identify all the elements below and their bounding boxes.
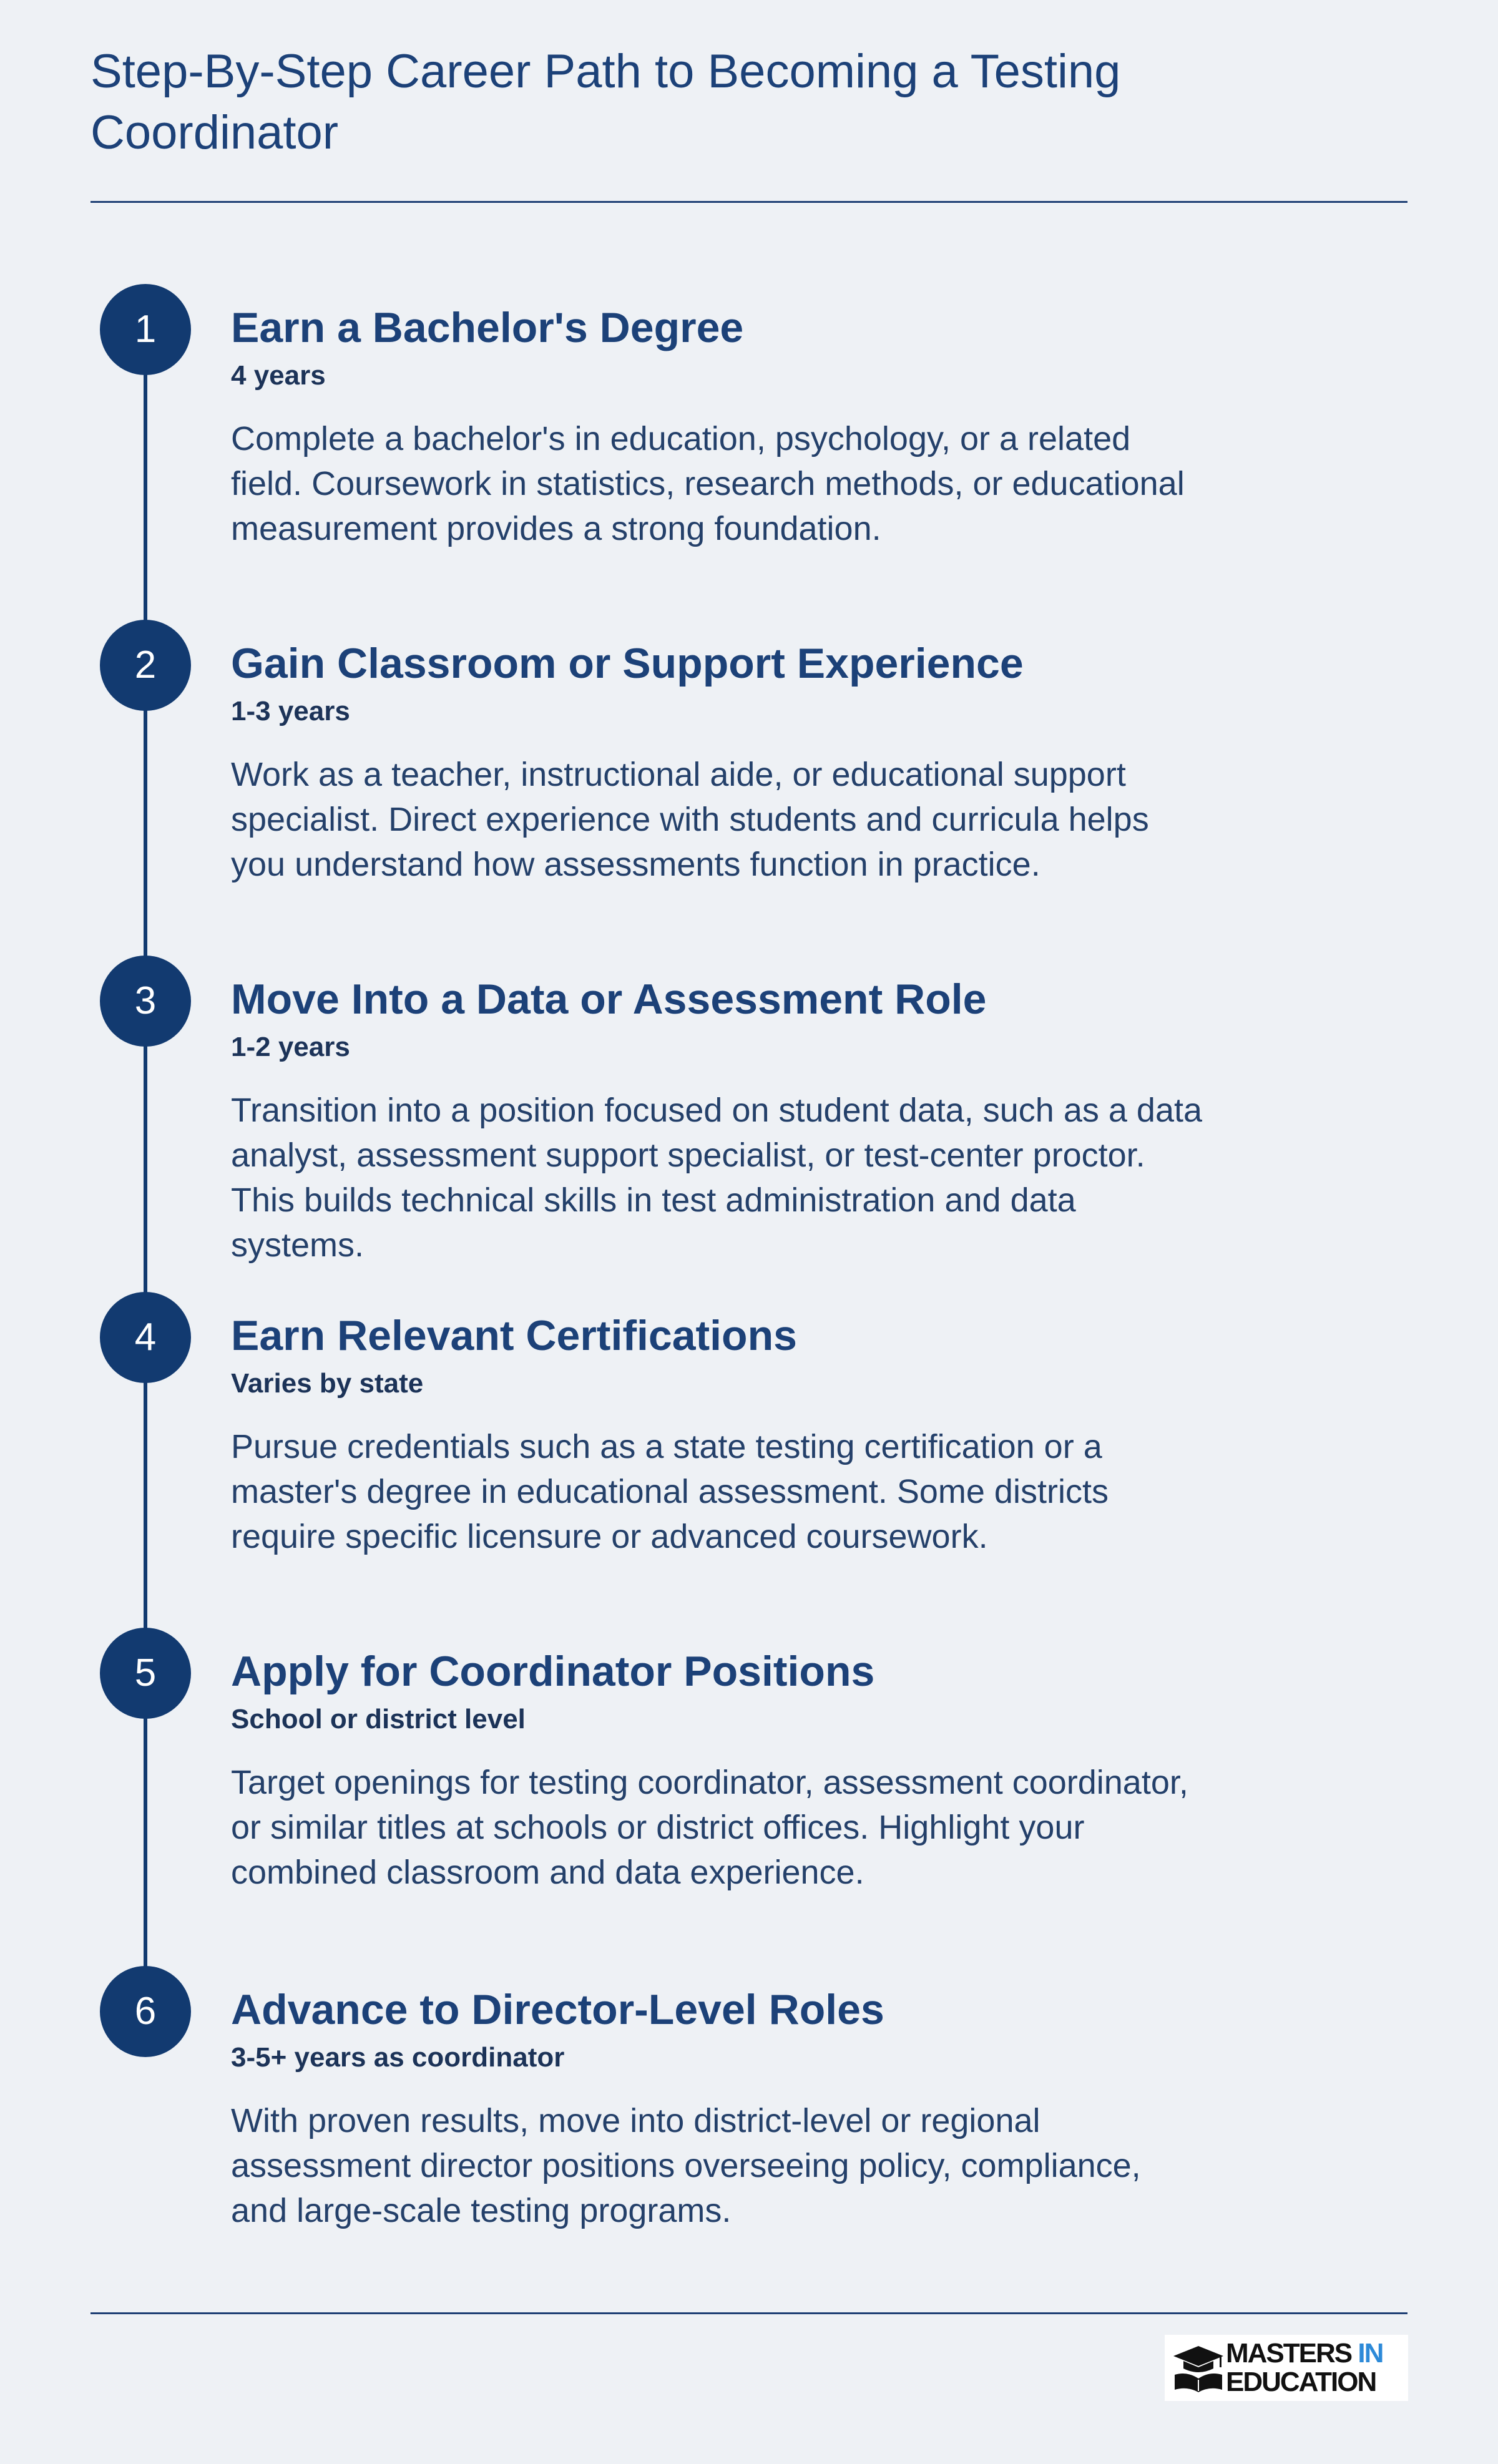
step-number-badge: 6 (100, 1966, 191, 2057)
footer-divider (91, 2312, 1407, 2314)
step-number-badge: 1 (100, 284, 191, 375)
step-description: Pursue credentials such as a state testing certification or a master's degree in educational assessment. Some districts require specific licensure or advanced coursework. (231, 1428, 1109, 1555)
step-title: Move Into a Data or Assessment Role (231, 975, 987, 1023)
logo-text-in: IN (1358, 2338, 1383, 2369)
step-title: Gain Classroom or Support Experience (231, 640, 1024, 687)
step-title: Earn a Bachelor's Degree (231, 304, 744, 351)
step-description: With proven results, move into district-level or regional assessment director positions overseeing policy, compliance, and large-scale testing programs. (231, 2102, 1141, 2229)
step-description: Work as a teacher, instructional aide, or educational support specialist. Direct experience with students and curricula helps you understand how assessments function in practice. (231, 756, 1149, 883)
logo-wordmark-line-1 (1226, 2339, 1383, 2369)
step-duration: 3-5+ years as coordinator (231, 2042, 565, 2073)
step-title: Advance to Director-Level Roles (231, 1986, 884, 2033)
graduation-cap-book-icon (1172, 2344, 1225, 2393)
step-duration: Varies by state (231, 1368, 424, 1399)
step-description: Target openings for testing coordinator, assessment coordinator, or similar titles at schools or district offices. Highlight your combined classroom and data experience. (231, 1764, 1188, 1891)
step-description: Transition into a position focused on student data, such as a data analyst, assessment support specialist, or test-center proctor. This builds technical skills in test administration and data systems. (231, 1092, 1203, 1264)
logo-text-masters: MASTERS (1226, 2338, 1352, 2369)
step-number-badge: 5 (100, 1628, 191, 1719)
header-divider (91, 201, 1407, 203)
step-title: Apply for Coordinator Positions (231, 1648, 875, 1695)
timeline-connector (144, 326, 147, 2012)
step-title: Earn Relevant Certifications (231, 1312, 797, 1359)
step-number-badge: 3 (100, 956, 191, 1047)
page-title: Step-By-Step Career Path to Becoming a Testing Coordinator (91, 45, 1121, 159)
step-description: Complete a bachelor's in education, psychology, or a related field. Coursework in statistics, research methods, or educational measurement provides a strong foundation. (231, 420, 1185, 547)
step-duration: 1-2 years (231, 1032, 350, 1062)
step-number-badge: 2 (100, 620, 191, 711)
step-number-badge: 4 (100, 1292, 191, 1383)
masters-in-education-logo (1165, 2335, 1408, 2401)
step-duration: 4 years (231, 360, 326, 391)
step-duration: 1-3 years (231, 696, 350, 726)
logo-text-education: EDUCATION (1226, 2367, 1376, 2397)
step-duration: School or district level (231, 1704, 526, 1734)
